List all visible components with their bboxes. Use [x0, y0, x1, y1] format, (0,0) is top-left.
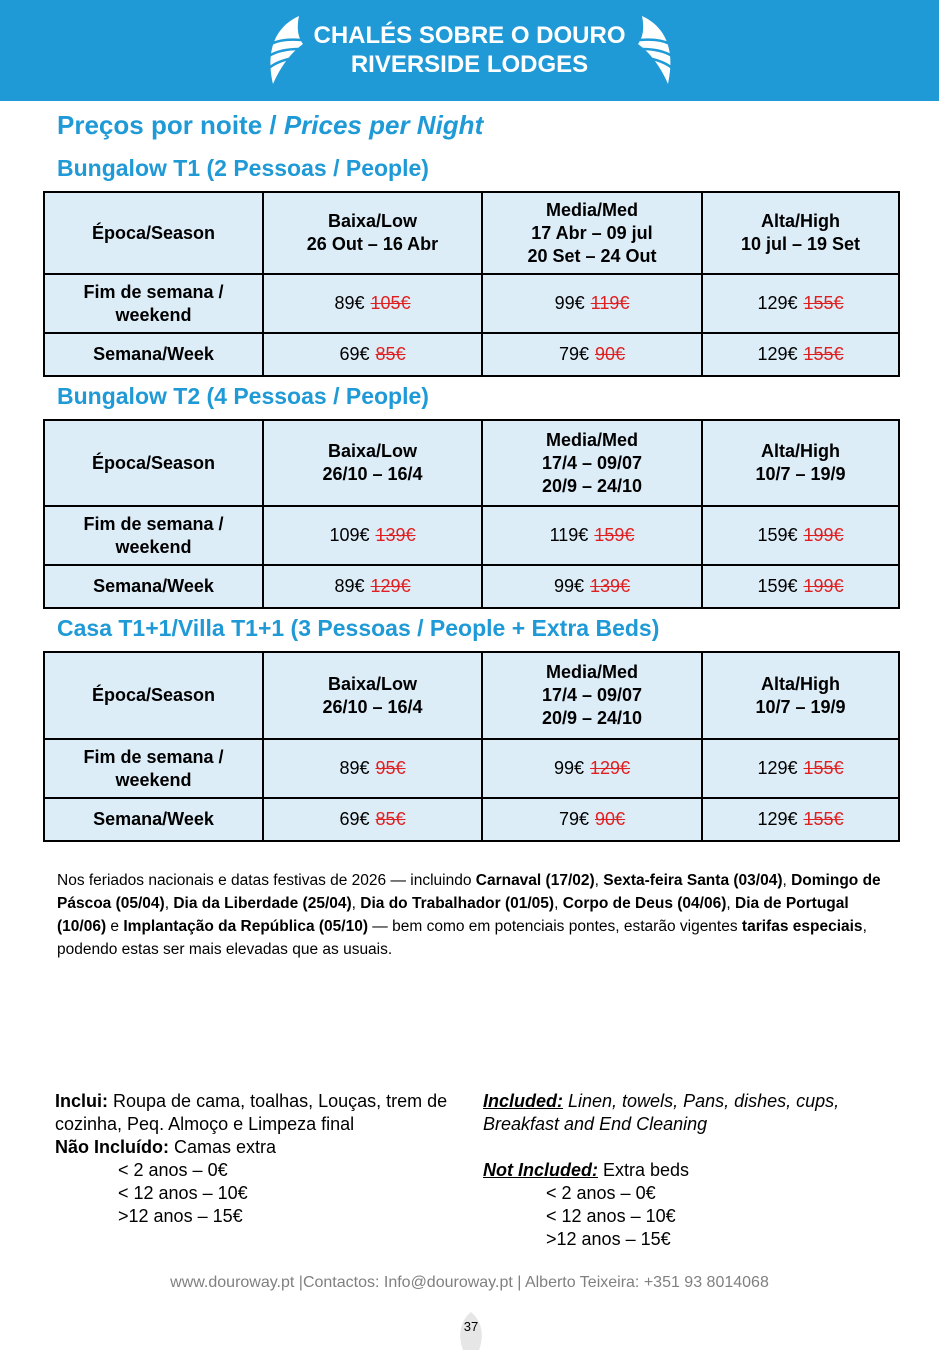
season-header-line: 17 Abr – 09 jul	[531, 222, 653, 243]
row-label: Semana/Week	[44, 333, 263, 376]
season-header	[702, 652, 899, 739]
header-title-line2: RIVERSIDE LODGES	[350, 51, 589, 78]
price-cell	[702, 274, 899, 333]
season-header-line: Alta/High	[761, 673, 840, 694]
table-title: Casa T1+1/Villa T1+1 (3 Pessoas / People + Extra Beds)	[57, 615, 660, 641]
current-price: 129€	[757, 809, 798, 829]
current-price: 159€	[757, 525, 798, 545]
header-banner	[0, 0, 939, 101]
table-header-row	[44, 652, 899, 739]
old-price: 129€	[370, 576, 411, 596]
current-price: 99€	[554, 293, 585, 313]
price-cell	[263, 274, 482, 333]
season-header	[702, 420, 899, 506]
season-header-line: 26/10 – 16/4	[322, 464, 423, 484]
season-header-line: 10 jul – 19 Set	[740, 234, 861, 254]
season-header	[482, 652, 702, 739]
extra-bed-price: < 12 anos – 10€	[118, 1183, 248, 1203]
table-row	[44, 506, 899, 565]
not-included-label: Not Included:	[483, 1160, 598, 1180]
price-cell	[263, 739, 482, 798]
season-header-line: 17/4 – 09/07	[541, 685, 643, 705]
footer-contacts: www.douroway.pt |Contactos: Info@douroway.pt | Alberto Teixeira: +351 93 8014068	[170, 1274, 769, 1291]
season-header	[702, 192, 899, 274]
note-text: ,	[594, 872, 604, 889]
old-price: 155€	[803, 344, 844, 364]
note-text: — bem como em potenciais pontes, estarão vigentes	[368, 918, 742, 935]
old-price: 90€	[595, 809, 626, 829]
current-price: 129€	[757, 758, 798, 778]
price-cell	[702, 739, 899, 798]
season-header-line: 26/10 – 16/4	[322, 696, 423, 717]
extra-bed-price: >12 anos – 15€	[118, 1206, 243, 1226]
price-cell	[263, 798, 482, 841]
current-price: 119€	[549, 525, 589, 545]
note-text: , podendo estas ser mais elevadas que as usuais.	[57, 918, 867, 958]
old-price: 90€	[595, 344, 626, 364]
price-cell	[263, 565, 482, 608]
current-price: 109€	[329, 525, 370, 545]
old-price: 155€	[803, 293, 844, 313]
season-header-line: 17/4 – 09/07	[541, 452, 643, 473]
row-label: Fim de semana / weekend	[44, 274, 263, 333]
price-cell	[482, 333, 702, 376]
note-text: ,	[351, 895, 361, 912]
row-label: Fim de semana / weekend	[44, 506, 263, 565]
extra-bed-price: < 2 anos – 0€	[546, 1183, 656, 1203]
included-en	[483, 1090, 903, 1251]
price-cell	[482, 274, 702, 333]
price-cell	[702, 565, 899, 608]
season-header-line: Alta/High	[761, 211, 840, 231]
season-header-line: 20 Set – 24 Out	[527, 245, 657, 266]
note-highlight: tarifas especiais	[741, 918, 863, 935]
old-price: 139€	[375, 525, 416, 545]
table-title: Bungalow T1 (2 Pessoas / People)	[57, 155, 429, 181]
price-cell	[482, 798, 702, 841]
season-label: Época/Season	[44, 192, 263, 274]
row-label: Semana/Week	[44, 798, 263, 841]
current-price: 99€	[553, 758, 584, 778]
note-text: e	[106, 918, 124, 935]
season-header-line: Baixa/Low	[327, 211, 418, 231]
included-pt	[55, 1090, 455, 1228]
season-header-line: 26 Out – 16 Abr	[306, 234, 439, 254]
old-price: 159€	[594, 525, 635, 545]
season-header-line: 10/7 – 19/9	[755, 696, 846, 717]
table-row	[44, 274, 899, 333]
included-text: Roupa de cama, toalhas, Louças, trem de cozinha, Peq. Almoço e Limpeza final	[55, 1091, 448, 1134]
old-price: 129€	[590, 758, 631, 778]
current-price: 129€	[757, 293, 798, 313]
page-number: 37	[463, 1319, 479, 1334]
extra-bed-price: >12 anos – 15€	[546, 1229, 671, 1249]
price-cell	[263, 333, 482, 376]
season-label: Época/Season	[44, 652, 263, 739]
season-header	[263, 652, 482, 739]
old-price: 105€	[370, 293, 411, 313]
not-included-text: Extra beds	[598, 1160, 690, 1180]
season-header-line: Media/Med	[545, 199, 638, 220]
price-cell	[702, 333, 899, 376]
current-price: 99€	[553, 576, 584, 596]
season-header-line: Alta/High	[761, 441, 840, 461]
table-row	[44, 565, 899, 608]
current-price: 129€	[757, 344, 798, 364]
not-included-text: Camas extra	[169, 1137, 277, 1157]
price-table	[43, 191, 900, 377]
price-cell	[702, 798, 899, 841]
note-text: ,	[164, 895, 174, 912]
price-cell	[702, 506, 899, 565]
season-header-line: Baixa/Low	[327, 673, 418, 694]
current-price: 89€	[334, 576, 365, 596]
old-price: 199€	[803, 525, 844, 545]
price-cell	[482, 506, 702, 565]
row-label: Semana/Week	[44, 565, 263, 608]
included-label: Inclui:	[55, 1091, 108, 1111]
season-header	[263, 420, 482, 506]
page-title	[57, 110, 483, 141]
table-row	[44, 333, 899, 376]
price-table	[43, 651, 900, 842]
shell-logo-icon	[634, 14, 682, 88]
season-header-line: 20/9 – 24/10	[541, 475, 643, 496]
header-title-line1: CHALÉS SOBRE O DOURO	[313, 22, 626, 49]
price-cell	[263, 506, 482, 565]
table-row	[44, 798, 899, 841]
table-header-row	[44, 192, 899, 274]
season-header-line: Baixa/Low	[327, 441, 418, 461]
note-highlight: Domingo de Páscoa (05/04)	[57, 872, 881, 912]
note-highlight: Implantação da República (05/10)	[123, 918, 368, 935]
season-header-line: Media/Med	[545, 662, 638, 682]
note-text: ,	[782, 872, 792, 889]
season-header-line: 10/7 – 19/9	[755, 464, 846, 484]
season-header	[263, 192, 482, 274]
old-price: 155€	[803, 809, 844, 829]
page-title-en: Prices per Night	[283, 110, 484, 140]
current-price: 79€	[558, 809, 589, 829]
old-price: 85€	[375, 344, 406, 364]
season-header-line: 20/9 – 24/10	[541, 708, 643, 728]
extra-bed-price: < 2 anos – 0€	[118, 1160, 228, 1180]
current-price: 89€	[339, 758, 370, 778]
current-price: 79€	[558, 344, 589, 364]
old-price: 155€	[803, 758, 844, 778]
season-label: Época/Season	[44, 420, 263, 506]
note-text: Nos feriados nacionais e datas festivas de 2026 — incluindo	[57, 872, 476, 889]
note-highlight: Sexta-feira Santa (03/04)	[603, 872, 783, 889]
page-title-pt: Preços por noite /	[57, 110, 284, 140]
note-highlight: Carnaval (17/02)	[475, 872, 595, 889]
old-price: 119€	[590, 293, 630, 313]
season-header-line: Media/Med	[545, 429, 638, 450]
old-price: 85€	[375, 809, 406, 829]
current-price: 69€	[339, 344, 370, 364]
holiday-note	[57, 869, 887, 961]
note-highlight: Dia de Portugal (10/06)	[57, 895, 849, 935]
old-price: 199€	[803, 576, 844, 596]
note-text: ,	[554, 895, 563, 912]
table-header-row	[44, 420, 899, 506]
price-cell	[482, 739, 702, 798]
not-included-label: Não Incluído:	[55, 1137, 169, 1157]
extra-bed-price: < 12 anos – 10€	[546, 1206, 676, 1226]
price-cell	[482, 565, 702, 608]
note-highlight: Dia do Trabalhador (01/05)	[360, 895, 555, 912]
old-price: 95€	[375, 758, 406, 778]
note-text: ,	[726, 895, 735, 912]
note-highlight: Dia da Liberdade (25/04)	[173, 895, 352, 912]
table-title: Bungalow T2 (4 Pessoas / People)	[57, 383, 429, 409]
row-label: Fim de semana / weekend	[44, 739, 263, 798]
table-row	[44, 739, 899, 798]
included-label: Included:	[483, 1091, 563, 1111]
current-price: 159€	[757, 576, 798, 596]
current-price: 89€	[334, 293, 365, 313]
current-price: 69€	[339, 809, 370, 829]
season-header	[482, 420, 702, 506]
note-highlight: Corpo de Deus (04/06)	[562, 895, 727, 912]
old-price: 139€	[590, 576, 631, 596]
included-text: Linen, towels, Pans, dishes, cups, Breakfast and End Cleaning	[483, 1091, 840, 1134]
price-table	[43, 419, 900, 609]
season-header	[482, 192, 702, 274]
